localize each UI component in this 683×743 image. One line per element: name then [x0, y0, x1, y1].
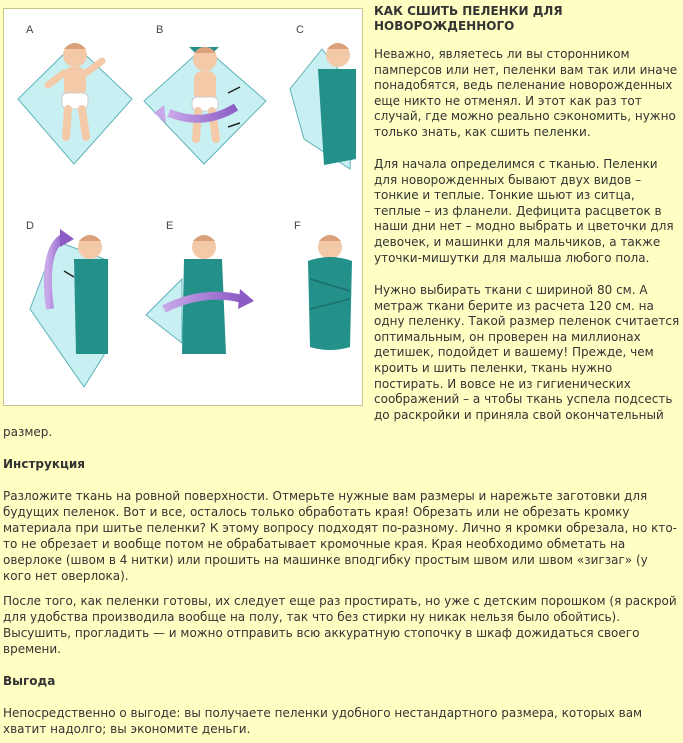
- step-b-letter: B: [156, 24, 164, 36]
- instruction-paragraph: Разложите ткань на ровной поверхности. Отмерьте нужные вам размеры и нарежьте заготовки для будущих пеленок. Вот и все, осталось только обработать края! Обрезать или не обрезать кромку материала при шитье пеленки? К этому вопросу подходят по-разному. Лично я кромки обрезала, но кто-то не обрезает и вообще потом не обрабатывает кромочные края. Края необходимо обметать на оверлоке (швом в 4 нитки) или прошить на машинке вподгибку простым швом или швом «зигзаг» (у кого нет оверлока).: [3, 489, 678, 583]
- step-c-letter: C: [296, 24, 304, 36]
- step-f-letter: F: [294, 220, 301, 232]
- step-f-panel: [294, 220, 352, 350]
- article-title: КАК СШИТЬ ПЕЛЕНКИ ДЛЯ НОВОРОЖДЕННОГО: [374, 4, 563, 33]
- step-d-letter: D: [26, 220, 34, 232]
- intro-paragraph: Неважно, являетесь ли вы сторонником памперсов или нет, пеленки вам так или иначе понадобятся, ведь пеленание новорожденных еще никто не отменял. И этот как раз тот случай, где можно реально сэкономить, нужно только знать, как сшить пеленки.: [374, 47, 678, 139]
- benefit-heading: Выгода: [3, 674, 56, 688]
- step-a-letter: A: [26, 24, 34, 36]
- instruction-heading: Инструкция: [3, 457, 85, 471]
- washing-paragraph: После того, как пеленки готовы, их следует еще раз простирать, но уже с детским порошком (я раскрой для удобства производила вообще на полу, так что без стирки ну никак нельзя было обойтись). Высушить, прогладить — и можно отправить всю аккуратную стопочку в шкаф дожидаться своего времени.: [3, 594, 677, 656]
- step-a-panel: [18, 24, 132, 164]
- step-d-panel: [26, 220, 108, 387]
- step-c-panel: [290, 24, 356, 169]
- swaddling-illustration: [3, 8, 363, 406]
- size-paragraph: Нужно выбирать ткани с шириной 80 см. А метраж ткани берите из расчета 120 см. на одну пеленку. Такой размер пеленок считается оптимальным, он проверен на миллионах детишек, подойдет и вашему! Прежде, чем кроить и шить пеленки, ткань нужно постирать. И вовсе не из гигиенических соображений – а чтобы ткань успела подсесть до раскройки и приняла свой окончательный: [374, 283, 680, 422]
- size-paragraph-tail: размер.: [3, 425, 53, 439]
- step-b-panel: [144, 24, 266, 164]
- benefit-paragraph: Непосредственно о выгоде: вы получаете пеленки удобного нестандартного размера, которых вам хватит надолго; вы экономите деньги.: [3, 706, 643, 736]
- step-e-letter: E: [166, 220, 174, 232]
- fabric-paragraph: Для начала определимся с тканью. Пеленки для новорожденных бывают двух видов – тонкие и теплые. Тонкие шьют из ситца, теплые – из фланели. Дефицита расцветок в наши дни нет – модно выбрать и цветочки для девочек, и машинки для мальчиков, а также уточки-мишутки для малыша любого пола.: [374, 157, 674, 265]
- step-e-panel: [146, 220, 254, 354]
